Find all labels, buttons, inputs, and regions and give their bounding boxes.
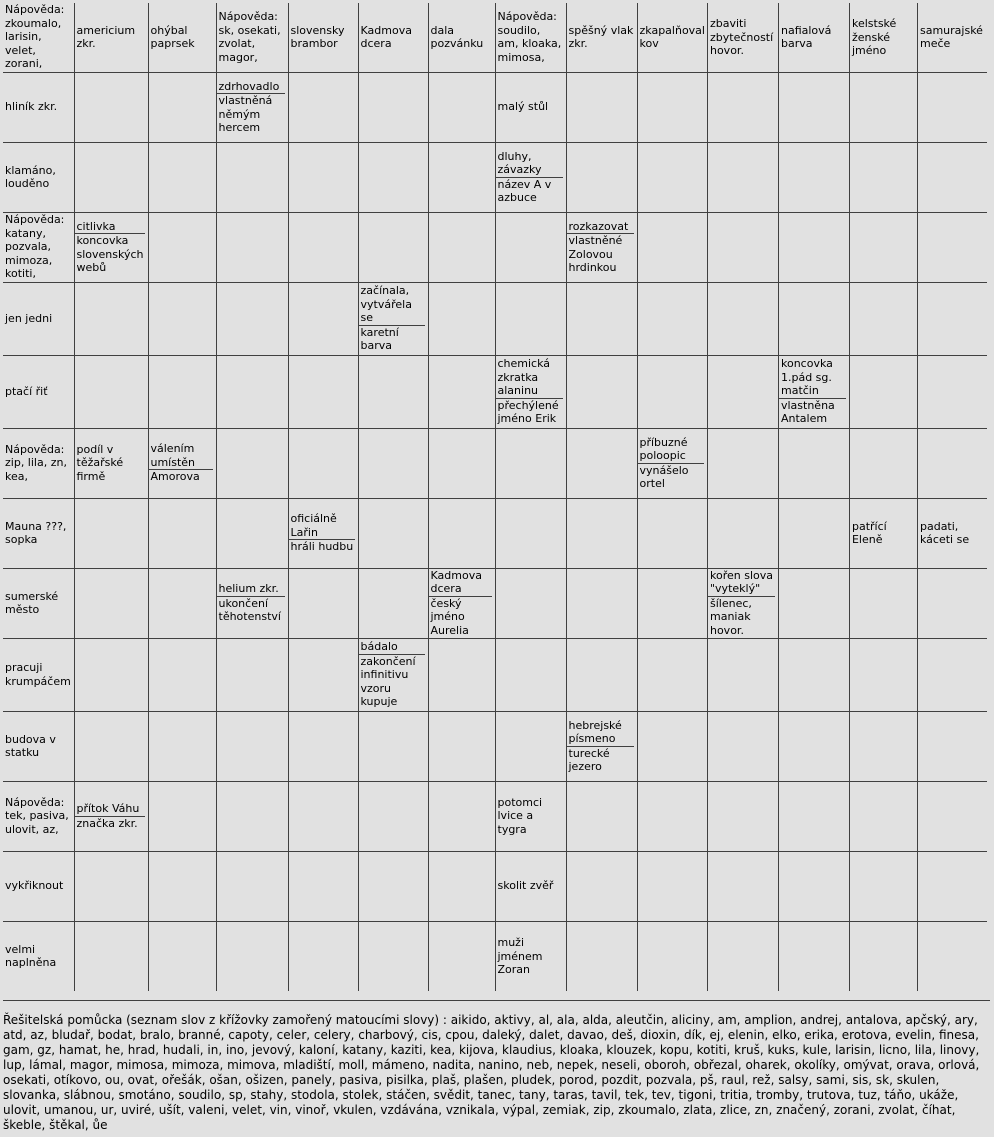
clue-text: ohýbal paprsek	[150, 23, 195, 51]
separator-line	[3, 1000, 990, 1001]
split-clue	[496, 150, 566, 205]
clue-cell[interactable]	[74, 212, 148, 282]
answer-cell[interactable]	[778, 142, 849, 212]
answer-cell[interactable]	[707, 142, 778, 212]
answer-cell[interactable]	[288, 428, 358, 498]
answer-cell[interactable]	[849, 711, 917, 781]
answer-cell[interactable]	[428, 498, 495, 568]
header-clue-cell[interactable]	[148, 3, 216, 72]
answer-cell[interactable]	[358, 568, 428, 638]
answer-cell[interactable]	[778, 212, 849, 282]
clue-text-upper: příbuzné poloopic	[638, 436, 704, 464]
answer-cell[interactable]	[216, 498, 288, 568]
grid-row	[3, 428, 987, 498]
answer-cell[interactable]	[74, 72, 148, 142]
answer-cell[interactable]	[358, 921, 428, 991]
answer-cell[interactable]	[778, 711, 849, 781]
row-clue-cell[interactable]	[3, 921, 74, 991]
answer-cell[interactable]	[849, 212, 917, 282]
answer-cell[interactable]	[74, 851, 148, 921]
grid-row	[3, 72, 987, 142]
answer-cell[interactable]	[148, 498, 216, 568]
grid-row	[3, 498, 987, 568]
clue-text-upper: koncovka 1.pád sg. matčin	[779, 357, 846, 399]
clue-text-upper: začínala, vytvářela se	[359, 284, 425, 326]
clue-cell[interactable]	[917, 498, 987, 568]
clue-text: pracuji krumpáčem	[5, 661, 71, 688]
row-clue-cell[interactable]	[3, 851, 74, 921]
answer-cell[interactable]	[428, 781, 495, 851]
split-clue	[496, 357, 566, 426]
answer-cell[interactable]	[495, 568, 566, 638]
clue-text-upper: válením umístěn	[149, 442, 213, 470]
clue-text-lower: vlastněná němým hercem	[218, 94, 273, 134]
answer-cell[interactable]	[917, 355, 987, 428]
answer-cell[interactable]	[288, 781, 358, 851]
answer-cell[interactable]	[566, 72, 637, 142]
clue-cell[interactable]	[495, 851, 566, 921]
clue-text: samurajské meče	[919, 23, 983, 51]
answer-cell[interactable]	[216, 212, 288, 282]
clue-text-lower: vlastněna Antalem	[780, 398, 835, 426]
clue-text-lower: vlastněné Zolovou hrdinkou	[568, 234, 623, 274]
clue-text: Nápověda: sk, osekati, zvolat, magor,	[218, 10, 281, 64]
clue-text: potomci lvice a tygra	[497, 795, 543, 836]
clue-text: sumerské město	[5, 589, 59, 616]
answer-cell[interactable]	[148, 711, 216, 781]
grid-row	[3, 638, 987, 711]
answer-cell[interactable]	[849, 282, 917, 355]
answer-cell[interactable]	[917, 638, 987, 711]
answer-cell[interactable]	[216, 142, 288, 212]
grid-row	[3, 781, 987, 851]
answer-cell[interactable]	[288, 851, 358, 921]
clue-text-lower: karetní barva	[360, 325, 399, 353]
answer-cell[interactable]	[637, 921, 707, 991]
split-clue	[567, 220, 637, 275]
answer-cell[interactable]	[637, 498, 707, 568]
clue-text-lower: vynášelo ortel	[639, 463, 689, 490]
clue-text-upper: oficiálně Lařin	[289, 512, 355, 540]
answer-cell[interactable]	[707, 498, 778, 568]
split-clue	[217, 80, 288, 135]
answer-cell[interactable]	[428, 282, 495, 355]
answer-cell[interactable]	[849, 142, 917, 212]
clue-text-lower: český jméno Aurelia	[430, 596, 469, 637]
answer-cell[interactable]	[917, 282, 987, 355]
solver-helper-text: Řešitelská pomůcka (seznam slov z křížovky zamořený matoucími slovy) : aikido, aktivy, al, ala, alda, aleutčin, aliciny, am, amplion, andrej, antalova, apčský, ary, atd, az, bludař, bodat, bralo, branné, capoty, celer, celery, charbový, cis, cpou, daleký, dalet, davao, deš, dioxin, dík, ej, elenin, elko, erika, erotova, evelin, finesa, gam, gz, hamat, he, hrad, hudali, in, ino, jevový, kaloní, katany, kaziti, kea, kijova, klaudius, kloaka, klouzek, kopu, kotiti, kruš, kuks, kule, larisin, licno, lila, linovy, lup, lámal, magor, mimosa, mimoza, mimova, mladiští, moll, mámeno, nadita, nanino, neb, nepek, neseli, oboroh, obřezal, oharek, okolíky, omývat, orava, orlová, osekati, otíkovo, ou, ovat, ořešák, ošan, ošizen, panely, pasiva, pisilka, plaš, plašen, pludek, porod, pozdit, pozvala, pš, raul, rež, salsy, sami, sis, sk, skulen, slovanka, slábnou, smotáno, soudilo, sp, stahy, stodola, stolek, stáčen, svědit, tanec, tany, taras, tavil, tek, tev, tigoni, tritia, tromby, trutova, tuz, táňo, ukáže, ulovit, umanou, ur, uviré, ušít, valeni, velet, vin, vinoř, vkulen, vzdávána, vznikala, výpal, zemiak, zip, zkoumalo, zlata, zlice, zn, značený, zorani, zvolat, číhat, škeble, štěkal, ůe	[3, 1013, 980, 1132]
clue-cell[interactable]	[358, 282, 428, 355]
clue-text: Nápověda: tek, pasiva, ulovit, az,	[5, 795, 69, 836]
header-clue-cell[interactable]	[358, 3, 428, 72]
answer-cell[interactable]	[495, 428, 566, 498]
answer-cell[interactable]	[428, 428, 495, 498]
answer-cell[interactable]	[216, 355, 288, 428]
clue-text-lower: přechýlené jméno Erik	[497, 398, 559, 426]
answer-cell[interactable]	[74, 638, 148, 711]
answer-cell[interactable]	[216, 282, 288, 355]
answer-cell[interactable]	[358, 498, 428, 568]
header-clue-cell[interactable]	[216, 3, 288, 72]
answer-cell[interactable]	[566, 282, 637, 355]
answer-cell[interactable]	[495, 711, 566, 781]
clue-text-upper: Kadmova dcera	[429, 569, 492, 597]
header-clue-cell[interactable]	[566, 3, 637, 72]
grid-row	[3, 568, 987, 638]
grid-row	[3, 851, 987, 921]
clue-text: padati, káceti se	[919, 519, 970, 546]
clue-text: kelstské ženské jméno	[851, 17, 897, 57]
answer-cell[interactable]	[288, 921, 358, 991]
split-clue	[359, 284, 428, 353]
answer-cell[interactable]	[778, 282, 849, 355]
answer-cell[interactable]	[74, 568, 148, 638]
answer-cell[interactable]	[358, 142, 428, 212]
clue-cell[interactable]	[637, 428, 707, 498]
row-clue-cell[interactable]	[3, 428, 74, 498]
answer-cell[interactable]	[148, 568, 216, 638]
answer-cell[interactable]	[216, 428, 288, 498]
clue-text: skolit zvěř	[497, 879, 554, 893]
answer-cell[interactable]	[707, 72, 778, 142]
header-clue-cell[interactable]	[917, 3, 987, 72]
answer-cell[interactable]	[288, 72, 358, 142]
answer-cell[interactable]	[707, 921, 778, 991]
answer-cell[interactable]	[637, 568, 707, 638]
answer-cell[interactable]	[637, 72, 707, 142]
answer-cell[interactable]	[428, 212, 495, 282]
clue-text-upper: přítok Váhu	[75, 802, 145, 817]
clue-text-lower: název A v azbuce	[497, 177, 552, 204]
answer-cell[interactable]	[917, 142, 987, 212]
clue-text-upper: kořen slova "vyteklý"	[709, 568, 773, 596]
clue-text: podíl v těžařské firmě	[76, 442, 124, 483]
answer-cell[interactable]	[358, 72, 428, 142]
clue-cell[interactable]	[707, 568, 778, 638]
answer-cell[interactable]	[917, 851, 987, 921]
clue-cell[interactable]	[358, 638, 428, 711]
clue-text-lower: hráli hudbu	[290, 540, 354, 554]
answer-cell[interactable]	[917, 921, 987, 991]
answer-cell[interactable]	[778, 428, 849, 498]
row-clue-cell[interactable]	[3, 355, 74, 428]
split-clue	[638, 436, 707, 491]
answer-cell[interactable]	[148, 142, 216, 212]
clue-text: Kadmova dcera	[360, 23, 412, 51]
answer-cell[interactable]	[566, 851, 637, 921]
clue-text-lower: Amorova	[150, 470, 200, 484]
clue-cell[interactable]	[148, 428, 216, 498]
answer-cell[interactable]	[637, 711, 707, 781]
answer-cell[interactable]	[148, 781, 216, 851]
header-clue-cell[interactable]	[637, 3, 707, 72]
clue-text: vykřiknout	[5, 879, 64, 893]
clue-text: ptačí řiť	[5, 384, 48, 398]
header-clue-cell[interactable]	[495, 3, 566, 72]
split-clue	[708, 569, 778, 638]
answer-cell[interactable]	[428, 142, 495, 212]
row-clue-cell[interactable]	[3, 498, 74, 568]
clue-text: dala pozvánku	[430, 23, 484, 51]
answer-cell[interactable]	[917, 72, 987, 142]
clue-text: malý stůl	[497, 100, 549, 114]
answer-cell[interactable]	[358, 428, 428, 498]
answer-cell[interactable]	[288, 282, 358, 355]
row-clue-cell[interactable]	[3, 72, 74, 142]
clue-text: Nápověda: zip, lila, zn, kea,	[5, 442, 67, 483]
split-clue	[149, 442, 216, 484]
clue-text: Mauna ???, sopka	[5, 519, 67, 546]
answer-cell[interactable]	[849, 568, 917, 638]
clue-cell[interactable]	[566, 212, 637, 282]
answer-cell[interactable]	[707, 711, 778, 781]
answer-cell[interactable]	[637, 638, 707, 711]
answer-cell[interactable]	[428, 355, 495, 428]
row-clue-cell[interactable]	[3, 781, 74, 851]
answer-cell[interactable]	[148, 72, 216, 142]
answer-cell[interactable]	[148, 851, 216, 921]
answer-cell[interactable]	[288, 568, 358, 638]
answer-cell[interactable]	[148, 921, 216, 991]
clue-text: slovensky brambor	[290, 23, 345, 51]
clue-text: jen jedni	[5, 311, 53, 325]
answer-cell[interactable]	[428, 711, 495, 781]
answer-cell[interactable]	[74, 142, 148, 212]
clue-text-upper: bádalo	[359, 640, 425, 655]
answer-cell[interactable]	[216, 921, 288, 991]
answer-cell[interactable]	[778, 921, 849, 991]
clue-cell[interactable]	[428, 568, 495, 638]
answer-cell[interactable]	[707, 428, 778, 498]
clue-text: Nápověda: soudilo, am, kloaka, mimosa,	[497, 10, 562, 64]
split-clue	[429, 569, 495, 638]
split-clue	[217, 582, 288, 624]
clue-text: klamáno, louděno	[5, 163, 56, 190]
clue-cell[interactable]	[74, 428, 148, 498]
answer-cell[interactable]	[637, 781, 707, 851]
grid-row	[3, 355, 987, 428]
answer-cell[interactable]	[637, 355, 707, 428]
answer-cell[interactable]	[358, 851, 428, 921]
answer-cell[interactable]	[288, 212, 358, 282]
clue-text: hliník zkr.	[5, 100, 58, 114]
answer-cell[interactable]	[637, 851, 707, 921]
answer-cell[interactable]	[428, 921, 495, 991]
grid-row	[3, 711, 987, 781]
answer-cell[interactable]	[566, 781, 637, 851]
header-clue-cell[interactable]	[428, 3, 495, 72]
answer-cell[interactable]	[778, 72, 849, 142]
clue-text: zbaviti zbytečností hovor.	[709, 17, 774, 57]
clue-text-upper: hebrejské písmeno	[567, 719, 634, 747]
answer-cell[interactable]	[566, 498, 637, 568]
clue-cell[interactable]	[849, 498, 917, 568]
split-clue	[289, 512, 358, 554]
clue-cell[interactable]	[778, 355, 849, 428]
answer-cell[interactable]	[778, 568, 849, 638]
split-clue	[75, 220, 148, 275]
answer-cell[interactable]	[566, 568, 637, 638]
answer-cell[interactable]	[74, 282, 148, 355]
answer-cell[interactable]	[917, 711, 987, 781]
row-clue-cell[interactable]	[3, 638, 74, 711]
answer-cell[interactable]	[637, 282, 707, 355]
answer-cell[interactable]	[778, 781, 849, 851]
answer-cell[interactable]	[74, 355, 148, 428]
split-clue	[567, 719, 637, 774]
answer-cell[interactable]	[148, 212, 216, 282]
answer-cell[interactable]	[849, 72, 917, 142]
answer-cell[interactable]	[428, 72, 495, 142]
clue-text: patřící Eleně	[851, 519, 887, 546]
clue-text: nafialová barva	[780, 23, 832, 51]
clue-cell[interactable]	[566, 711, 637, 781]
answer-cell[interactable]	[917, 781, 987, 851]
answer-cell[interactable]	[707, 355, 778, 428]
row-clue-cell[interactable]	[3, 212, 74, 282]
answer-cell[interactable]	[849, 921, 917, 991]
answer-cell[interactable]	[74, 711, 148, 781]
clue-text-lower: značka zkr.	[76, 816, 138, 830]
grid-row	[3, 212, 987, 282]
answer-cell[interactable]	[637, 142, 707, 212]
clue-text: zkapalňoval kov	[639, 23, 705, 51]
answer-cell[interactable]	[428, 638, 495, 711]
header-clue-cell[interactable]	[778, 3, 849, 72]
clue-cell[interactable]	[216, 72, 288, 142]
header-clue-cell[interactable]	[849, 3, 917, 72]
clue-text: americium zkr.	[76, 23, 136, 51]
answer-cell[interactable]	[216, 638, 288, 711]
answer-cell[interactable]	[778, 498, 849, 568]
answer-cell[interactable]	[148, 355, 216, 428]
clue-text-upper: rozkazovat	[567, 220, 634, 235]
answer-cell[interactable]	[566, 355, 637, 428]
answer-cell[interactable]	[917, 568, 987, 638]
row-clue-cell[interactable]	[3, 142, 74, 212]
answer-cell[interactable]	[288, 711, 358, 781]
answer-cell[interactable]	[849, 851, 917, 921]
answer-cell[interactable]	[495, 638, 566, 711]
answer-cell[interactable]	[288, 355, 358, 428]
clue-text-upper: chemická zkratka alaninu	[496, 357, 563, 399]
header-clue-cell[interactable]	[288, 3, 358, 72]
clue-text: Nápověda: katany, pozvala, mimoza, kotiti,	[5, 213, 65, 281]
answer-cell[interactable]	[495, 212, 566, 282]
row-clue-cell[interactable]	[3, 282, 74, 355]
clue-cell[interactable]	[216, 568, 288, 638]
clue-text-lower: koncovka slovenských webů	[76, 234, 144, 274]
clue-text-lower: šílenec, maniak hovor.	[709, 596, 752, 637]
answer-cell[interactable]	[358, 355, 428, 428]
clue-cell[interactable]	[495, 142, 566, 212]
answer-cell[interactable]	[148, 638, 216, 711]
answer-cell[interactable]	[778, 851, 849, 921]
split-clue	[75, 802, 148, 830]
answer-cell[interactable]	[917, 212, 987, 282]
clue-text: muži jménem Zoran	[497, 936, 543, 976]
clue-text: spěšný vlak zkr.	[568, 23, 634, 51]
answer-cell[interactable]	[216, 781, 288, 851]
grid-row	[3, 142, 987, 212]
answer-cell[interactable]	[495, 498, 566, 568]
answer-cell[interactable]	[148, 282, 216, 355]
answer-cell[interactable]	[566, 142, 637, 212]
answer-cell[interactable]	[849, 355, 917, 428]
answer-cell[interactable]	[74, 921, 148, 991]
clue-text: budova v statku	[5, 732, 56, 759]
header-clue-cell[interactable]	[707, 3, 778, 72]
answer-cell[interactable]	[778, 638, 849, 711]
grid-row	[3, 921, 987, 991]
answer-cell[interactable]	[637, 212, 707, 282]
clue-text-upper: citlivka	[75, 220, 145, 235]
answer-cell[interactable]	[917, 428, 987, 498]
clue-text-upper: helium zkr.	[217, 582, 285, 597]
answer-cell[interactable]	[707, 282, 778, 355]
header-clue-cell[interactable]	[74, 3, 148, 72]
answer-cell[interactable]	[849, 638, 917, 711]
answer-cell[interactable]	[707, 781, 778, 851]
clue-cell[interactable]	[495, 355, 566, 428]
answer-cell[interactable]	[216, 711, 288, 781]
header-clue-cell[interactable]	[3, 3, 74, 72]
clue-text: Nápověda: zkoumalo, larisin, velet, zorani,	[5, 3, 65, 70]
clue-text-lower: ukončení těhotenství	[218, 596, 281, 624]
row-clue-cell[interactable]	[3, 568, 74, 638]
clue-text-upper: dluhy, závazky	[496, 150, 563, 178]
crossword-grid	[3, 3, 987, 991]
answer-cell[interactable]	[358, 781, 428, 851]
grid-row	[3, 282, 987, 355]
header-row	[3, 3, 987, 72]
answer-cell[interactable]	[566, 428, 637, 498]
answer-cell[interactable]	[495, 282, 566, 355]
answer-cell[interactable]	[566, 921, 637, 991]
answer-cell[interactable]	[707, 212, 778, 282]
split-clue	[359, 640, 428, 709]
split-clue	[779, 357, 849, 426]
clue-text-lower: zakončení infinitivu vzoru kupuje	[360, 654, 416, 709]
clue-text-upper: zdrhovadlo	[217, 80, 285, 95]
clue-cell[interactable]	[495, 921, 566, 991]
row-clue-cell[interactable]	[3, 711, 74, 781]
answer-cell[interactable]	[358, 711, 428, 781]
clue-cell[interactable]	[74, 781, 148, 851]
clue-cell[interactable]	[495, 72, 566, 142]
clue-text: velmi naplněna	[5, 942, 57, 970]
answer-cell[interactable]	[428, 851, 495, 921]
answer-cell[interactable]	[358, 212, 428, 282]
answer-cell[interactable]	[849, 428, 917, 498]
answer-cell[interactable]	[74, 498, 148, 568]
answer-cell[interactable]	[288, 638, 358, 711]
answer-cell[interactable]	[216, 851, 288, 921]
answer-cell[interactable]	[707, 851, 778, 921]
clue-text-lower: turecké jezero	[568, 746, 610, 773]
clue-cell[interactable]	[288, 498, 358, 568]
answer-cell[interactable]	[566, 638, 637, 711]
answer-cell[interactable]	[288, 142, 358, 212]
answer-cell[interactable]	[707, 638, 778, 711]
clue-cell[interactable]	[495, 781, 566, 851]
answer-cell[interactable]	[849, 781, 917, 851]
